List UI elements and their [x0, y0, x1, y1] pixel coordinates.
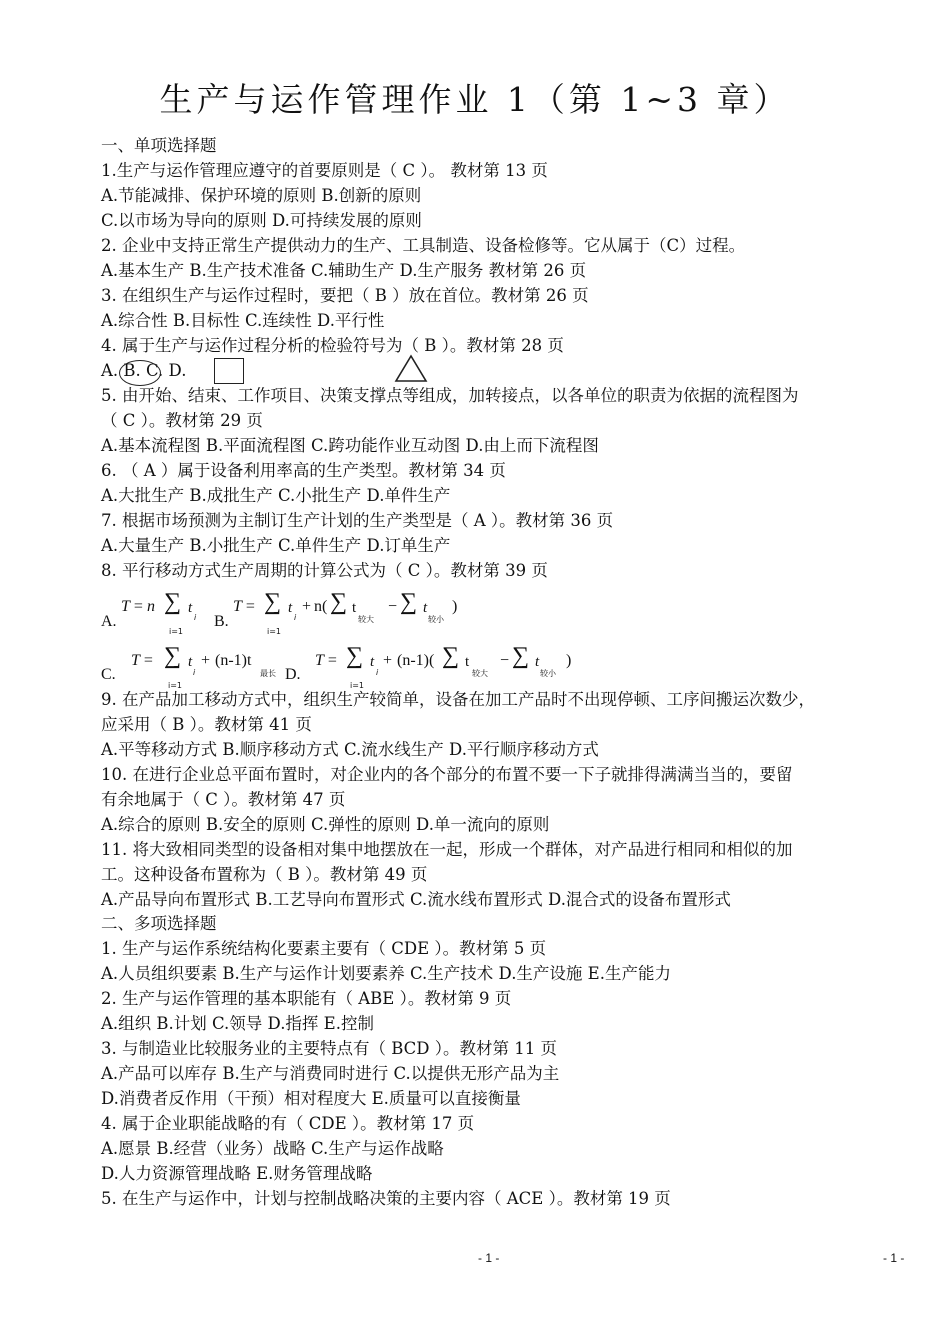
triangle-symbol	[394, 354, 428, 384]
sigma-symbol: ∑	[264, 589, 282, 615]
page-number-center: - 1 -	[478, 1251, 500, 1265]
sigma-symbol: ∑	[512, 643, 530, 669]
sigma-symbol: ∑	[164, 589, 182, 615]
options-line: A.大量生产 B.小批生产 C.单件生产 D.订单生产	[101, 536, 451, 555]
options-line: C.以市场为导向的原则 D.可持续发展的原则	[101, 211, 422, 230]
sigma-symbol: ∑	[164, 643, 182, 669]
question-line: 2. 企业中支持正常生产提供动力的生产、工具制造、设备检修等。它从属于（C）过程。	[101, 236, 746, 255]
symbol-options-line: A. B. C. D.	[101, 361, 187, 380]
question-line: 10. 在进行企业总平面布置时，对企业内的各个部分的布置不要一下子就排得满满当当的，要留	[101, 765, 793, 784]
question-line: 3. 在组织生产与运作过程时，要把（ B ）放在首位。教材第 26 页	[101, 286, 589, 305]
options-line: A.产品导向布置形式 B.工艺导向布置形式 C.流水线布置形式 D.混合式的设备布置形式	[101, 890, 731, 909]
options-line: A.基本生产 B.生产技术准备 C.辅助生产 D.生产服务 教材第 26 页	[101, 261, 587, 280]
formula-label-c: C.	[101, 666, 116, 683]
question-line: 6. （ A ）属于设备利用率高的生产类型。教材第 34 页	[101, 461, 506, 480]
options-line: A.人员组织要素 B.生产与运作计划要素养 C.生产技术 D.生产设施 E.生产能力	[101, 964, 671, 983]
options-line: A.大批生产 B.成批生产 C.小批生产 D.单件生产	[101, 486, 451, 505]
formula-label-a: A.	[101, 613, 117, 630]
question-line: 8. 平行移动方式生产周期的计算公式为（ C ）。教材第 39 页	[101, 561, 548, 580]
circle-symbol	[119, 360, 161, 386]
square-symbol	[214, 358, 244, 384]
page-number-right: - 1 -	[883, 1251, 905, 1265]
question-line: 1. 生产与运作系统结构化要素主要有（ CDE ）。教材第 5 页	[101, 939, 547, 958]
question-line: 3. 与制造业比较服务业的主要特点有（ BCD ）。教材第 11 页	[101, 1039, 557, 1058]
question-line: 应采用（ B ）。教材第 41 页	[101, 715, 312, 734]
question-line: 工。这种设备布置称为（ B ）。教材第 49 页	[101, 865, 428, 884]
options-line: A.产品可以库存 B.生产与消费同时进行 C.以提供无形产品为主	[101, 1064, 560, 1083]
sigma-symbol: ∑	[330, 589, 348, 615]
question-line: 2. 生产与运作管理的基本职能有（ ABE ）。教材第 9 页	[101, 989, 512, 1008]
options-line: A.基本流程图 B.平面流程图 C.跨功能作业互动图 D.由上而下流程图	[101, 436, 599, 455]
options-line: A.节能减排、保护环境的原则 B.创新的原则	[101, 186, 422, 205]
question-line: 4. 属于企业职能战略的有（ CDE ）。教材第 17 页	[101, 1114, 475, 1133]
question-line: 7. 根据市场预测为主制订生产计划的生产类型是（ A ）。教材第 36 页	[101, 511, 614, 530]
question-line: 1.生产与运作管理应遵守的首要原则是（ C ）。 教材第 13 页	[101, 161, 548, 180]
page-title: 生产与运作管理作业 1（第 1~3 章）	[159, 80, 791, 119]
question-line: 有余地属于（ C ）。教材第 47 页	[101, 790, 346, 809]
formula-label-b: B.	[214, 613, 229, 630]
options-line: A.平等移动方式 B.顺序移动方式 C.流水线生产 D.平行顺序移动方式	[101, 740, 599, 759]
question-line: 11. 将大致相同类型的设备相对集中地摆放在一起，形成一个群体，对产品进行相同和相似的加	[101, 840, 793, 859]
sigma-symbol: ∑	[400, 589, 418, 615]
options-line: D.人力资源管理战略 E.财务管理战略	[101, 1164, 373, 1183]
options-line: A.综合性 B.目标性 C.连续性 D.平行性	[101, 311, 385, 330]
section-heading-single: 一、单项选择题	[101, 136, 217, 155]
sigma-symbol: ∑	[442, 643, 460, 669]
question-line: 5. 由开始、结束、工作项目、决策支撑点等组成，加转接点，以各单位的职责为依据的流程图为	[101, 386, 799, 405]
question-line: （ C ）。教材第 29 页	[101, 411, 263, 430]
section-heading-multi: 二、多项选择题	[101, 914, 217, 933]
formula-label-d: D.	[285, 666, 301, 683]
question-line: 5. 在生产与运作中，计划与控制战略决策的主要内容（ ACE ）。教材第 19 页	[101, 1189, 671, 1208]
options-line: A.愿景 B.经营（业务）战略 C.生产与运作战略	[101, 1139, 444, 1158]
options-line: D.消费者反作用（干预）相对程度大 E.质量可以直接衡量	[101, 1089, 521, 1108]
options-line: A.组织 B.计划 C.领导 D.指挥 E.控制	[101, 1014, 374, 1033]
question-line: 4. 属于生产与运作过程分析的检验符号为（ B ）。教材第 28 页	[101, 336, 564, 355]
options-line: A.综合的原则 B.安全的原则 C.弹性的原则 D.单一流向的原则	[101, 815, 550, 834]
sigma-symbol: ∑	[346, 643, 364, 669]
question-line: 9. 在产品加工移动方式中，组织生产较简单，设备在加工产品时不出现停顿、工序间搬运次数少，	[101, 690, 815, 709]
